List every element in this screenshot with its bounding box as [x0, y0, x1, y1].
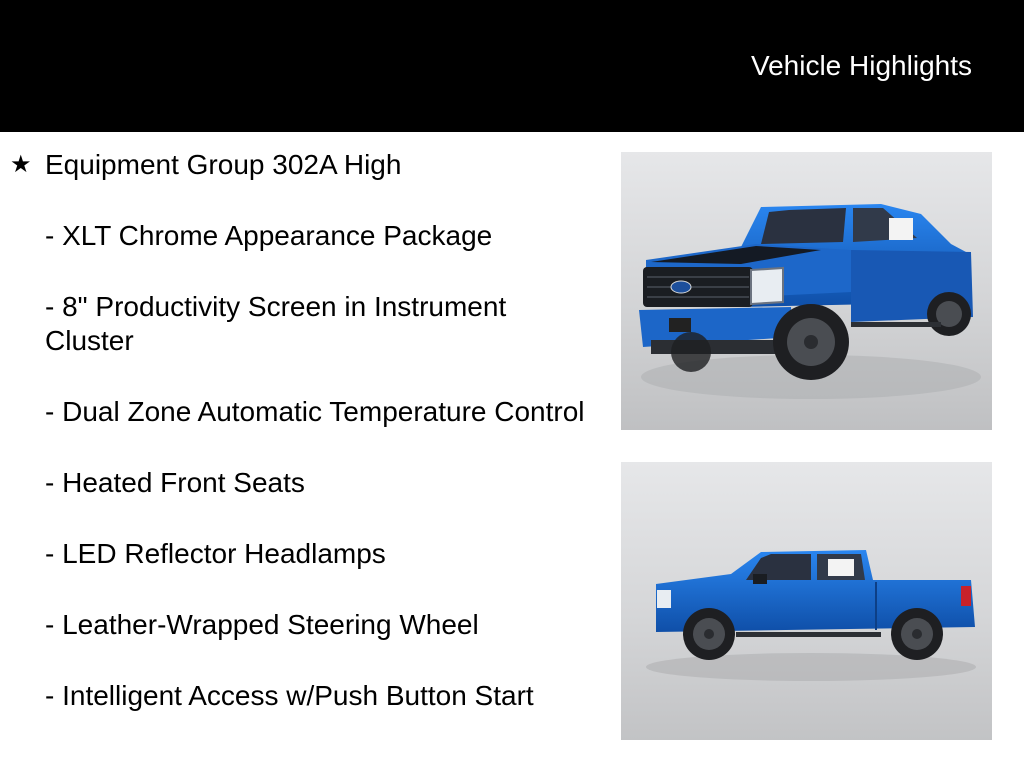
vehicle-photo-side	[621, 462, 992, 740]
list-item: - LED Reflector Headlamps	[45, 538, 386, 569]
vehicle-photo-front	[621, 152, 992, 430]
page-title: Vehicle Highlights	[750, 50, 972, 81]
list-item: - Leather-Wrapped Steering Wheel	[45, 609, 479, 640]
list-item: - Dual Zone Automatic Temperature Control	[45, 396, 585, 427]
highlight-title: Equipment Group 302A High	[45, 149, 402, 180]
header-bar	[0, 0, 1024, 132]
feature-list	[0, 219, 590, 713]
truck-front-image	[621, 152, 992, 430]
highlights-list	[0, 148, 590, 713]
truck-side-image	[621, 462, 992, 740]
star-icon: ★	[10, 151, 32, 178]
list-item: - 8" Productivity Screen in Instrument Cluster	[45, 291, 507, 356]
list-item: - Intelligent Access w/Push Button Start	[45, 680, 534, 711]
list-item: - Heated Front Seats	[45, 467, 305, 498]
highlight-group	[0, 148, 590, 182]
list-item: - XLT Chrome Appearance Package	[45, 220, 493, 251]
